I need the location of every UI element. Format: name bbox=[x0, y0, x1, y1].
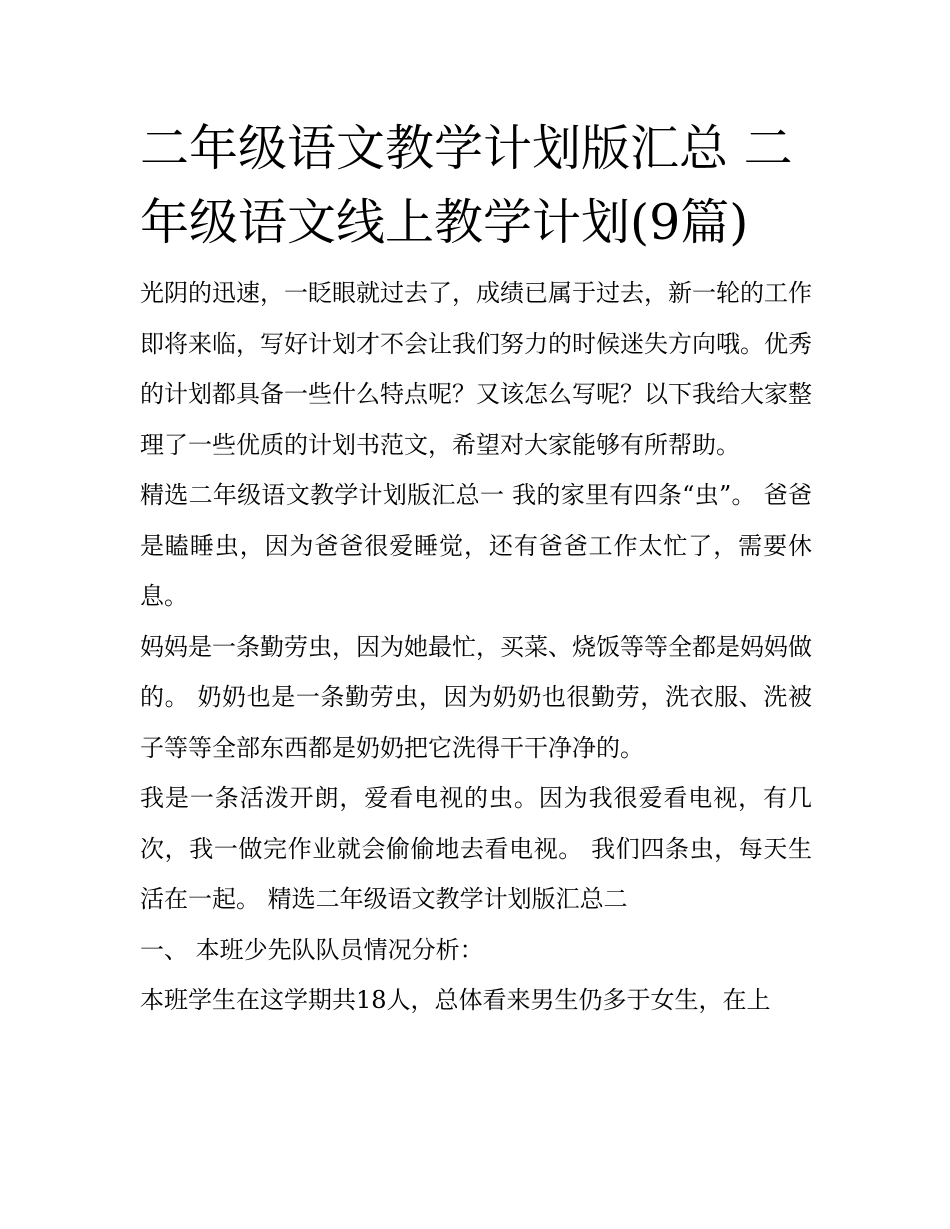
paragraph-section-one: 精选二年级语文教学计划版汇总一 我的家里有四条“虫”。 爸爸是瞌睡虫，因为爸爸很爱睡觉，还有爸爸工作太忙了，需要休息。 bbox=[140, 481, 812, 610]
paragraph-class-analysis: 本班学生在这学期共18人，总体看来男生仍多于女生，在上 bbox=[140, 986, 771, 1014]
paragraph-heading-one: 一、 本班少先队队员情况分析： bbox=[140, 935, 484, 964]
paragraph-intro: 光阴的迅速，一眨眼就过去了，成绩已属于过去，新一轮的工作即将来临，写好计划才不会让我们努力的时候迷失方向哦。优秀的计划都具备一些什么特点呢？又该怎么写呢？以下我给大家整理了一些优质的计划书范文，希望对大家能够有所帮助。 bbox=[140, 279, 812, 459]
paragraph-mother-grandmother: 妈妈是一条勤劳虫，因为她最忙，买菜、烧饭等等全都是妈妈做的。 奶奶也是一条勤劳虫，因为奶奶也很勤劳，洗衣服、洗被子等等全部东西都是奶奶把它洗得干干净净的。 bbox=[140, 632, 812, 762]
paragraph-me: 我是一条活泼开朗，爱看电视的虫。因为我很爱看电视，有几次，我一做完作业就会偷偷地去看电视。 我们四条虫，每天生活在一起。 精选二年级语文教学计划版汇总二 bbox=[140, 784, 812, 913]
document-content bbox=[140, 112, 812, 1026]
document-title: 二年级语文教学计划版汇总 二年级语文线上教学计划(9篇) bbox=[140, 120, 793, 251]
